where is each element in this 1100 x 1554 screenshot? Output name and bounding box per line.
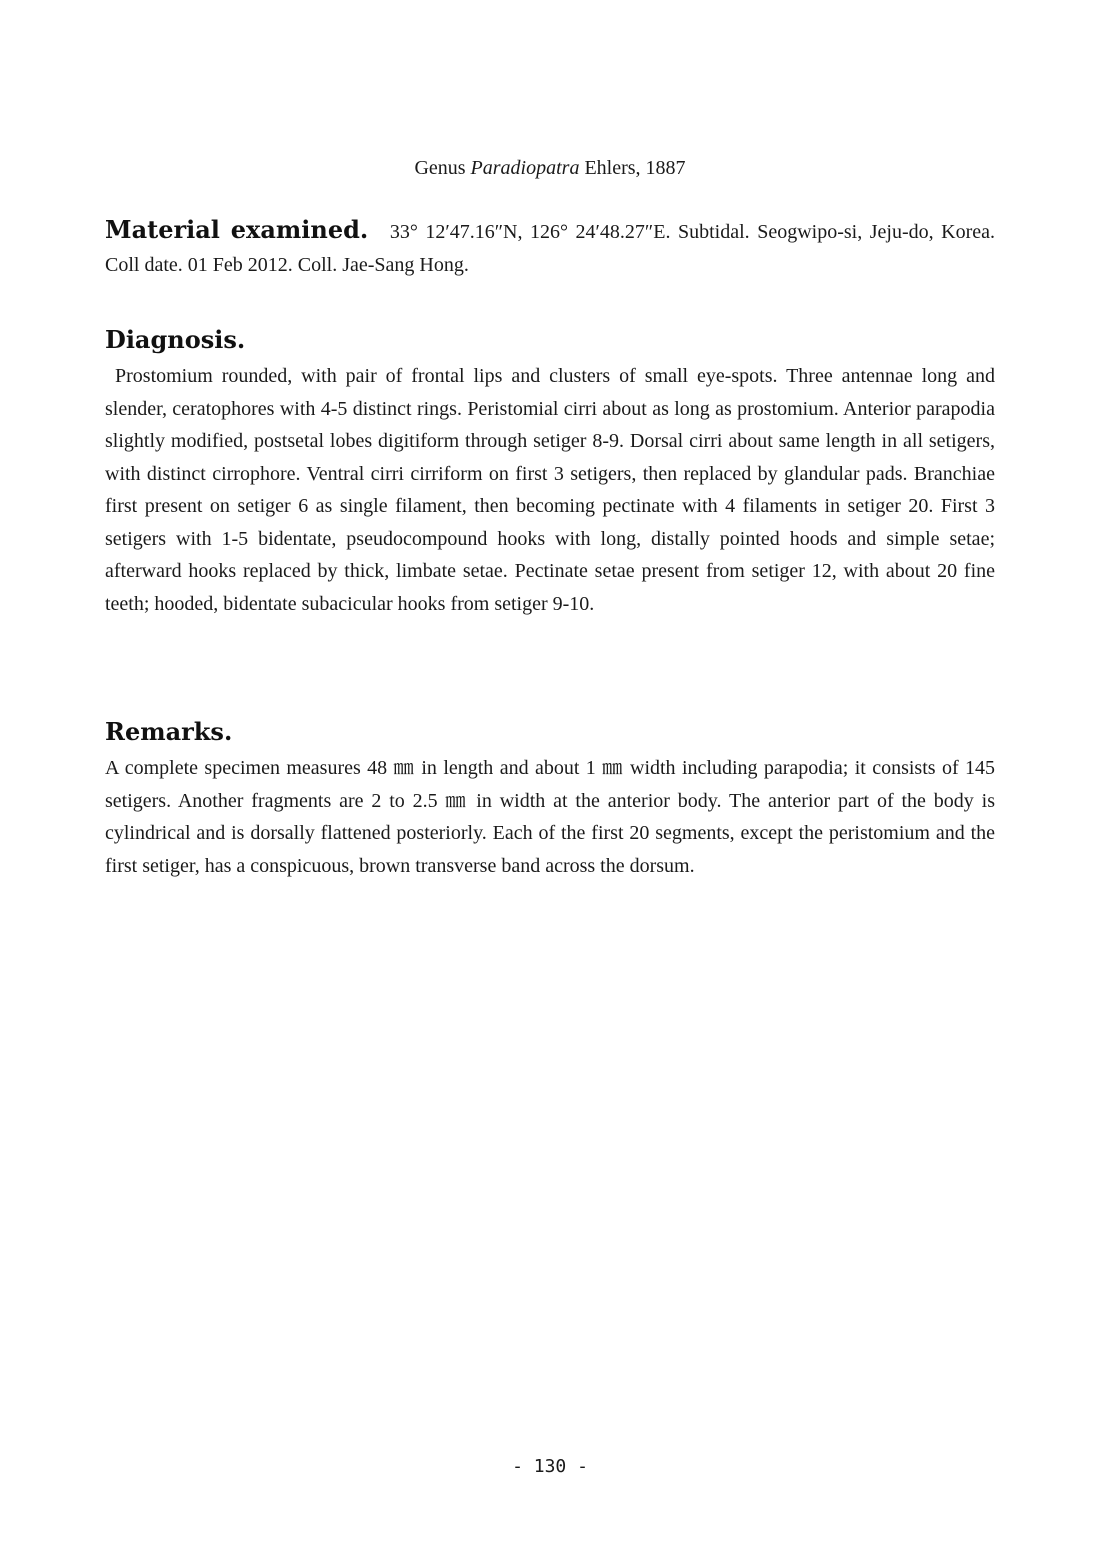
material-examined-heading: Material examined. [105, 215, 369, 244]
remarks-section [105, 714, 995, 882]
diagnosis-heading: Diagnosis. [105, 325, 246, 354]
remarks-text: A complete specimen measures 48 ㎜ in length and about 1 ㎜ width including parapodia; it consists of 145 setigers. Another fragments are 2 to 2.5 ㎜ in width at the anterior body. The anterior part of the body is cylindrical and is dorsally flattened posteriorly. Each of the first 20 segments, except the peristomium and the first setiger, has a conspicuous, brown transverse band across the dorsum. [105, 757, 995, 877]
genus-prefix: Genus [414, 157, 466, 179]
page-number: - 130 - [512, 1456, 588, 1477]
diagnosis-text: Prostomium rounded, with pair of frontal lips and clusters of small eye-spots. Three antennae long and slender, ceratophores with 4-5 distinct rings. Peristomial cirri about as long as prostomium. Anterior parapodia slightly modified, postsetal lobes digitiform through setiger 8-9. Dorsal cirri about same length in all setigers, with distinct cirrophore. Ventral cirri cirriform on first 3 setigers, then replaced by glandular pads. Branchiae first present on setiger 6 as single filament, then becoming pectinate with 4 filaments in setiger 20. First 3 setigers with 1-5 bidentate, pseudocompound hooks with long, distally pointed hoods and simple setae; afterward hooks replaced by thick, limbate setae. Pectinate setae present from setiger 12, with about 20 fine teeth; hooded, bidentate subacicular hooks from setiger 9-10. [105, 365, 995, 615]
material-examined-text: 33° 12′47.16″N, 126° 24′48.27″E. Subtidal. Seogwipo-si, Jeju-do, Korea. Coll date. 01 Feb 2012. Coll. Jae-Sang Hong. [105, 221, 995, 276]
remarks-heading: Remarks. [105, 717, 233, 746]
diagnosis-section [105, 322, 995, 620]
material-examined-section [105, 214, 995, 281]
genus-title [0, 154, 1100, 182]
genus-authority: Ehlers, 1887 [584, 157, 686, 179]
genus-name: Paradiopatra [470, 157, 580, 179]
